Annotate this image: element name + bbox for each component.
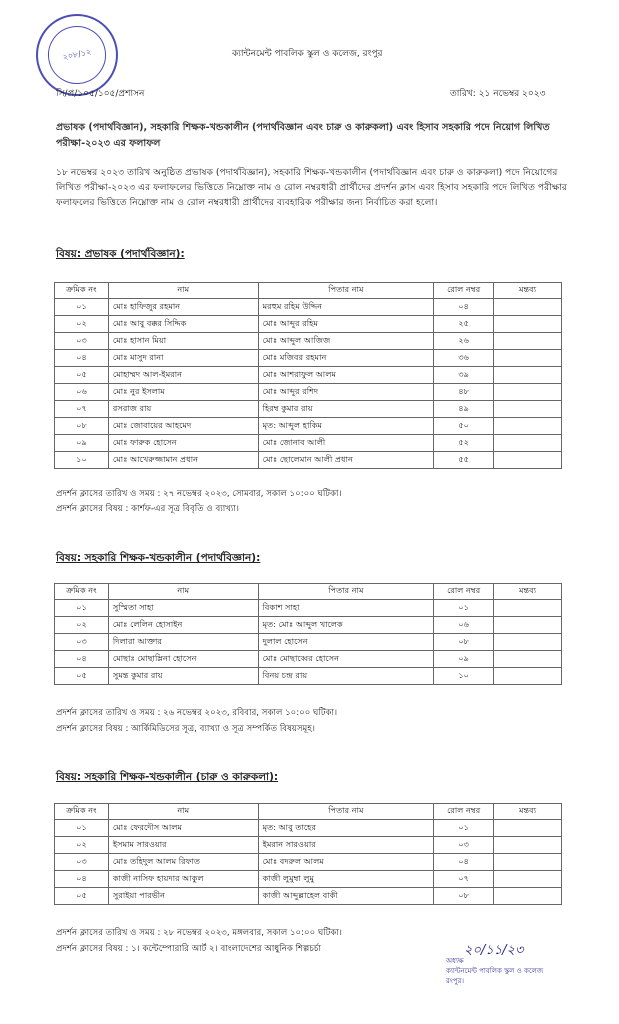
cell-roll: ০৩ <box>434 837 494 854</box>
cell-roll: ৩৯ <box>434 367 494 384</box>
cell-father: ইমরান সারওয়ার <box>258 837 434 854</box>
cell-serial: ০৩ <box>55 634 109 651</box>
demo-class-date-note: প্রদর্শন ক্লাসের তারিখ ও সময় : ২৮ নভেম্বর ২০২৩, মঙ্গলবার, সকাল ১০:০০ ঘটিকা। <box>56 928 342 938</box>
cell-father: বিনয় চন্দ্র রায় <box>258 668 434 685</box>
cell-name: মোঃ আবু বক্কর সিদ্দিক <box>108 316 258 333</box>
section-title-asst-teacher-physics: বিষয়: সহকারি শিক্ষক-খন্ডকালীন (পদার্থবিজ্ঞান): <box>56 552 261 564</box>
cell-father: মোঃ ছোলেমান আলী প্রধান <box>258 452 434 469</box>
table-row <box>55 888 562 905</box>
principal-signature-block <box>446 943 571 986</box>
cell-serial: ০৪ <box>55 651 109 668</box>
demo-class-topic-note: প্রদর্শন ক্লাসের বিষয় : আর্কিমিডিসের সূত্র, ব্যাখ্যা ও সূত্র সম্পর্কিত বিষয়সমূহ। <box>56 724 315 734</box>
table-row <box>55 435 562 452</box>
cell-roll: ১০ <box>434 668 494 685</box>
cell-father: মৃত: মোঃ আব্দুল খালেক <box>258 617 434 634</box>
table-row <box>55 668 562 685</box>
cell-name: মোঃ লেলিন হোসাইন <box>108 617 258 634</box>
cell-remarks <box>494 367 562 384</box>
cell-name: রসরাজ রায় <box>108 401 258 418</box>
cell-serial: ০২ <box>55 617 109 634</box>
cell-serial: ০৫ <box>55 888 109 905</box>
cell-roll: ০৪ <box>434 299 494 316</box>
cell-remarks <box>494 888 562 905</box>
table-row <box>55 452 562 469</box>
cell-father: মোঃ আব্দুল আজিজ <box>258 333 434 350</box>
cell-serial: ০৩ <box>55 854 109 871</box>
cell-roll: ৩৬ <box>434 350 494 367</box>
demo-class-topic-note: প্রদর্শন ক্লাসের বিষয় : কার্শফ-এর সূত্র বিবৃতি ও ব্যাখ্যা। <box>56 504 239 514</box>
cell-roll: ০১ <box>434 820 494 837</box>
cell-roll: ০৪ <box>434 854 494 871</box>
notice-subject: প্রভাষক (পদার্থবিজ্ঞান), সহকারি শিক্ষক-খন্ডকালীন (পদার্থবিজ্ঞান এবং চারু ও কারুকলা) এবং হিসাব সহকারি পদে নিয়োগ লিখিত পরীক্ষা-২০২৩ এর ফলাফল <box>56 122 550 149</box>
table-row <box>55 854 562 871</box>
cell-serial: ০১ <box>55 600 109 617</box>
column-header-roll: রোল নম্বর <box>434 804 494 820</box>
table-row <box>55 350 562 367</box>
cell-name: কাজী নাসিফ হায়দার আকুল <box>108 871 258 888</box>
cell-father: কাজী লুমুম্বা লুমু <box>258 871 434 888</box>
column-header-name: নাম <box>108 584 258 600</box>
cell-father: মোঃ মজিবর রহমান <box>258 350 434 367</box>
results-table-asst-teacher-physics <box>54 583 562 685</box>
demo-class-date-note: প্রদর্শন ক্লাসের তারিখ ও সময় : ২৬ নভেম্বর ২০২৩, রবিবার, সকাল ১০:০০ ঘটিকা। <box>56 708 338 718</box>
table-row <box>55 299 562 316</box>
cell-remarks <box>494 350 562 367</box>
table-row <box>55 871 562 888</box>
cell-father: মৃত: আব্দুল হাকিম <box>258 418 434 435</box>
column-header-serial: ক্রমিক নং <box>55 283 109 299</box>
cell-roll: ০৭ <box>434 871 494 888</box>
table-header-row <box>55 804 562 820</box>
handwritten-signature: ২০/১১/২৩ <box>464 943 524 958</box>
column-header-name: নাম <box>108 283 258 299</box>
table-header-row <box>55 584 562 600</box>
cell-remarks <box>494 435 562 452</box>
cell-remarks <box>494 600 562 617</box>
table-row <box>55 600 562 617</box>
cell-name: মোঃ নুর ইসলাম <box>108 384 258 401</box>
column-header-father: পিতার নাম <box>258 283 434 299</box>
cell-name: সুস্মিতা সাহা <box>108 600 258 617</box>
column-header-roll: রোল নম্বর <box>434 283 494 299</box>
cell-father: মোঃ বদরুল আলম <box>258 854 434 871</box>
cell-father: মোঃ আব্দুর রশিদ <box>258 384 434 401</box>
notice-paragraph: ১৮ নভেম্বর ২০২৩ তারিখ অনুষ্ঠিত প্রভাষক (পদার্থবিজ্ঞান), সহকারি শিক্ষক-খন্ডকালীন (পদার্থবিজ্ঞান এবং চারু ও কারুকলা) পদে নিয়োগের লিখিত পরীক্ষা-২০২৩ এর ফলাফলের ভিত্তিতে নিম্নোক্ত নাম ও রোল নম্বরধারী প্রার্থীদের প্রদর্শন ক্লাস এবং হিসাব সহকারি পদে লিখিত পরীক্ষার ফলাফলের ভিত্তিতে নিম্নোক্ত নাম ও রোল নম্বরধারী প্রার্থীদের ব্যবহারিক পরীক্ষার জন্য নির্বাচিত করা হলো। <box>56 167 567 208</box>
cell-serial: ০৪ <box>55 871 109 888</box>
results-table-lecturer-physics <box>54 282 562 469</box>
cell-serial: ০৬ <box>55 384 109 401</box>
cell-father: কাজী আব্দুল্লাহেল বাকী <box>258 888 434 905</box>
cell-serial: ০৫ <box>55 367 109 384</box>
cell-name: মোহাম্মদ আল-ইমরান <box>108 367 258 384</box>
cell-name: দিলারা আক্তার <box>108 634 258 651</box>
cell-roll: ৫৫ <box>434 452 494 469</box>
table-row <box>55 617 562 634</box>
table-row <box>55 401 562 418</box>
column-header-father: পিতার নাম <box>258 804 434 820</box>
section-title-asst-teacher-arts: বিষয়: সহকারি শিক্ষক-খন্ডকালীন (চারু ও কারুকলা): <box>56 771 279 783</box>
cell-serial: ০২ <box>55 316 109 333</box>
cell-roll: ৪৮ <box>434 384 494 401</box>
cell-name: মোঃ হাফিজুর রহমান <box>108 299 258 316</box>
cell-father: মোঃ আব্দুর রহিম <box>258 316 434 333</box>
cell-father: মোঃ জোনাব আলী <box>258 435 434 452</box>
cell-roll: ২৫ <box>434 316 494 333</box>
cell-remarks <box>494 871 562 888</box>
cell-roll: ৫২ <box>434 435 494 452</box>
table-row <box>55 418 562 435</box>
cell-serial: ০৮ <box>55 418 109 435</box>
table-row <box>55 333 562 350</box>
table-header-row <box>55 283 562 299</box>
cell-roll: ০৮ <box>434 634 494 651</box>
cell-remarks <box>494 634 562 651</box>
column-header-name: নাম <box>108 804 258 820</box>
table-row <box>55 820 562 837</box>
issue-date: তারিখ: ২১ নভেম্বর ২০২৩ <box>450 89 546 99</box>
cell-remarks <box>494 837 562 854</box>
column-header-roll: রোল নম্বর <box>434 584 494 600</box>
cell-father: মৃত: আবু তাহের <box>258 820 434 837</box>
cell-name: ইসমাম সারওয়ার <box>108 837 258 854</box>
column-header-remarks: মন্তব্য <box>494 804 562 820</box>
cell-father: মোঃ মোছাব্বের হোসেন <box>258 651 434 668</box>
column-header-remarks: মন্তব্য <box>494 283 562 299</box>
cell-name: মোঃ মাসুদ রানা <box>108 350 258 367</box>
cell-serial: ০৯ <box>55 435 109 452</box>
cell-remarks <box>494 401 562 418</box>
cell-remarks <box>494 854 562 871</box>
table-row <box>55 837 562 854</box>
signatory-org: ক্যান্টনমেন্ট পাবলিক স্কুল ও কলেজ <box>446 967 544 975</box>
seal-number: ২০৮/১২ <box>43 21 112 90</box>
cell-serial: ০২ <box>55 837 109 854</box>
cell-name: মোছাঃ মোছাম্লিনা হোসেন <box>108 651 258 668</box>
cell-remarks <box>494 820 562 837</box>
demo-class-date-note: প্রদর্শন ক্লাসের তারিখ ও সময় : ২৭ নভেম্বর ২০২৩, সোমবার, সকাল ১০:০০ ঘটিকা। <box>56 489 342 499</box>
signatory-title: অধ্যক্ষ <box>446 957 464 965</box>
memo-number: সি/প্র/১০৫/১০৫/প্রশাসন <box>56 89 145 99</box>
cell-roll: ৫০ <box>434 418 494 435</box>
column-header-father: পিতার নাম <box>258 584 434 600</box>
cell-remarks <box>494 452 562 469</box>
cell-remarks <box>494 651 562 668</box>
institution-name: ক্যান্টনমেন্ট পাবলিক স্কুল ও কলেজ, রংপুর <box>232 49 383 59</box>
table-row <box>55 651 562 668</box>
cell-roll: ০৬ <box>434 617 494 634</box>
cell-roll: ০৮ <box>434 888 494 905</box>
cell-roll: ০১ <box>434 600 494 617</box>
cell-name: মোঃ আখেরুজ্জামান প্রধান <box>108 452 258 469</box>
cell-father: মোঃ আশরাফুল আলম <box>258 367 434 384</box>
cell-name: মোঃ জোবায়ের আহমেদ <box>108 418 258 435</box>
cell-remarks <box>494 299 562 316</box>
cell-remarks <box>494 384 562 401</box>
cell-remarks <box>494 418 562 435</box>
cell-roll: ০৯ <box>434 651 494 668</box>
table-row <box>55 634 562 651</box>
cell-serial: ০৪ <box>55 350 109 367</box>
cell-name: মোঃ তহিদুল আলম রিফাত <box>108 854 258 871</box>
cell-serial: ০৩ <box>55 333 109 350</box>
section-title-lecturer-physics: বিষয়: প্রভাষক (পদার্থবিজ্ঞান): <box>56 248 185 260</box>
column-header-serial: ক্রমিক নং <box>55 804 109 820</box>
cell-name: সুমন্ত কুমার রায় <box>108 668 258 685</box>
cell-remarks <box>494 316 562 333</box>
column-header-serial: ক্রমিক নং <box>55 584 109 600</box>
cell-roll: ৪৯ <box>434 401 494 418</box>
table-row <box>55 316 562 333</box>
cell-name: মোঃ ফেরদৌস আলম <box>108 820 258 837</box>
demo-class-topic-note: প্রদর্শন ক্লাসের বিষয় : ১। কন্টেম্পোরারি আর্ট ২। বাংলাদেশের আধুনিক শিল্পচর্চা <box>56 944 322 954</box>
cell-remarks <box>494 333 562 350</box>
cell-name: মোঃ হাসান মিয়া <box>108 333 258 350</box>
cell-father: মরহুম রহিম উদ্দিন <box>258 299 434 316</box>
cell-name: সুরাইয়া পারভীন <box>108 888 258 905</box>
table-row <box>55 384 562 401</box>
cell-father: হিরম্ব কুমার রায় <box>258 401 434 418</box>
cell-roll: ২৬ <box>434 333 494 350</box>
results-table-asst-teacher-arts <box>54 803 562 905</box>
cell-father: বিকাশ সাহা <box>258 600 434 617</box>
cell-serial: ১০ <box>55 452 109 469</box>
cell-serial: ০১ <box>55 820 109 837</box>
column-header-remarks: মন্তব্য <box>494 584 562 600</box>
cell-remarks <box>494 668 562 685</box>
cell-name: মোঃ ফারুক হোসেন <box>108 435 258 452</box>
cell-serial: ০৭ <box>55 401 109 418</box>
cell-serial: ০৫ <box>55 668 109 685</box>
table-row <box>55 367 562 384</box>
cell-father: দুলাল হোসেন <box>258 634 434 651</box>
cell-remarks <box>494 617 562 634</box>
signatory-place: রংপুর। <box>446 977 464 985</box>
cell-serial: ০১ <box>55 299 109 316</box>
